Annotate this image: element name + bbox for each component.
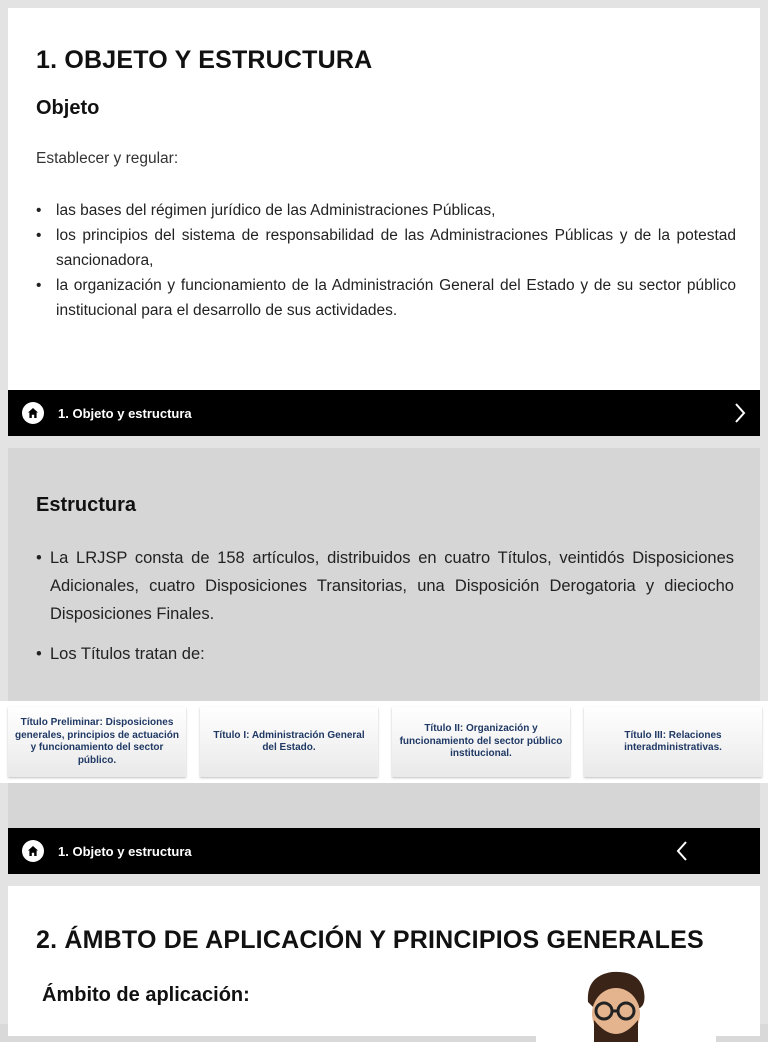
slide-title: 1. OBJETO Y ESTRUCTURA — [36, 46, 373, 74]
list-item: • los principios del sistema de responsabilidad de las Administraciones Públicas y de la potestad sancionadora, — [36, 223, 736, 273]
next-slide-button[interactable] — [720, 390, 760, 436]
titulo-ii-box: Título II: Organización y funcionamiento del sector público institucional. — [392, 707, 570, 777]
home-icon — [27, 845, 39, 857]
home-button[interactable] — [22, 402, 44, 424]
slide-1 — [0, 0, 768, 440]
estructura-bullet-list — [36, 544, 734, 668]
section-heading-estructura: Estructura — [36, 494, 137, 516]
titulos-box-row — [0, 701, 768, 783]
list-item: • las bases del régimen jurídico de las Administraciones Públicas, — [36, 198, 736, 223]
slide-footer — [8, 390, 760, 436]
list-item: • la organización y funcionamiento de la Administración General del Estado y de su sector público institucional para el desarrollo de sus actividades. — [36, 273, 736, 323]
chevron-right-icon — [733, 402, 747, 424]
slide-footer — [8, 828, 760, 874]
slide-2 — [0, 440, 768, 878]
list-item: • La LRJSP consta de 158 artículos, distribuidos en cuatro Títulos, veintidós Disposiciones Adicionales, cuatro Disposiciones Transitorias, una Disposición Derogatoria y dieciocho Disposiciones Finales. — [36, 544, 734, 628]
list-item: • Los Títulos tratan de: — [36, 640, 734, 668]
slide-1-canvas — [8, 8, 760, 436]
presenter-illustration — [536, 962, 716, 1042]
previous-slide-button[interactable] — [662, 828, 702, 874]
slide-3 — [0, 878, 768, 1024]
chevron-left-icon — [675, 840, 689, 862]
titulo-iii-box: Título III: Relaciones interadministrativas. — [584, 707, 762, 777]
section-heading-objeto: Objeto — [36, 97, 100, 119]
intro-text: Establecer y regular: — [36, 150, 179, 167]
titulo-preliminar-box: Título Preliminar: Disposiciones generales, principios de actuación y funcionamiento del sector público. — [8, 707, 186, 777]
home-icon — [27, 407, 39, 419]
home-button[interactable] — [22, 840, 44, 862]
slide-title: 2. ÁMBTO DE APLICACIÓN Y PRINCIPIOS GENERALES — [36, 926, 704, 954]
section-heading-ambito: Ámbito de aplicación: — [42, 984, 250, 1006]
objeto-bullet-list — [36, 198, 736, 323]
titulo-i-box: Título I: Administración General del Estado. — [200, 707, 378, 777]
slide-3-canvas — [8, 886, 760, 1036]
footer-section-label: 1. Objeto y estructura — [58, 405, 192, 421]
slide-2-canvas — [8, 448, 760, 874]
footer-section-label: 1. Objeto y estructura — [58, 843, 192, 859]
